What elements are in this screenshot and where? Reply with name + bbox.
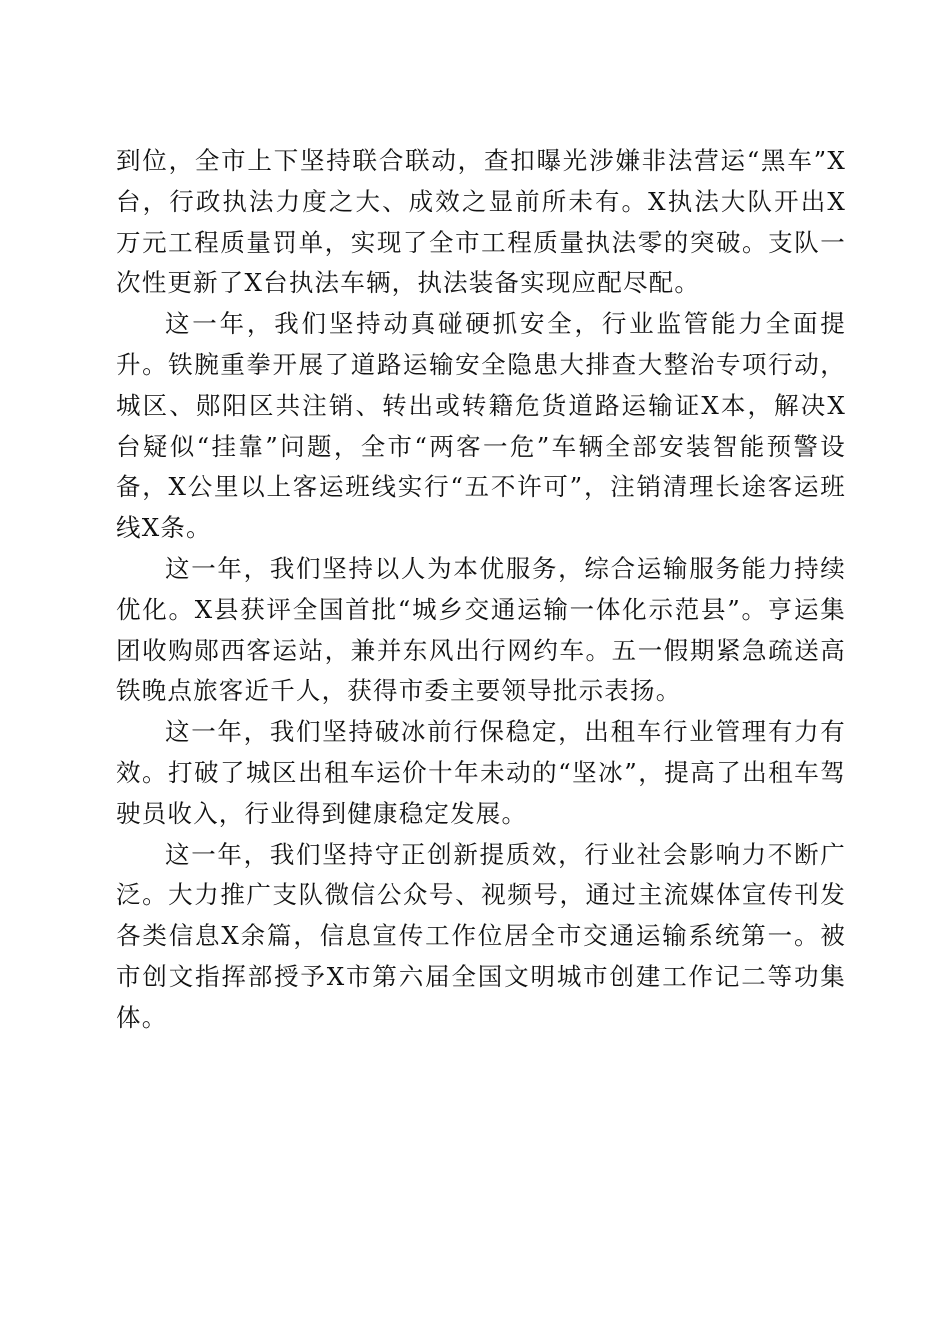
paragraph-continuation: 到位，全市上下坚持联合联动，查扣曝光涉嫌非法营运“黑车”X台，行政执法力度之大、成效之显前所未有。X执法大队开出X万元工程质量罚单，实现了全市工程质量执法零的突破。支队一次性更新了X台执法车辆，执法装备实现应配尽配。 (116, 146, 846, 298)
paragraph-taxi: 这一年，我们坚持破冰前行保稳定，出租车行业管理有力有效。打破了城区出租车运价十年未动的“坚冰”，提高了出租车驾驶员收入，行业得到健康稳定发展。 (116, 717, 846, 828)
paragraph-safety: 这一年，我们坚持动真碰硬抓安全，行业监管能力全面提升。铁腕重拳开展了道路运输安全隐患大排查大整治专项行动，城区、郧阳区共注销、转出或转籍危货道路运输证X本，解决X台疑似“挂靠”问题，全市“两客一危”车辆全部安装智能预警设备，X公里以上客运班线实行“五不许可”，注销清理长途客运班线X条。 (116, 309, 846, 543)
paragraph-service: 这一年，我们坚持以人为本优服务，综合运输服务能力持续优化。X县获评全国首批“城乡交通运输一体化示范县”。亨运集团收购郧西客运站，兼并东风出行网约车。五一假期紧急疏送高铁晚点旅客近千人，获得市委主要领导批示表扬。 (116, 553, 846, 706)
paragraph-publicity: 这一年，我们坚持守正创新提质效，行业社会影响力不断广泛。大力推广支队微信公众号、视频号，通过主流媒体宣传刊发各类信息X余篇，信息宣传工作位居全市交通运输系统第一。被市创文指挥部授予X市第六届全国文明城市创建工作记二等功集体。 (116, 839, 846, 1032)
document-body (116, 141, 846, 1039)
